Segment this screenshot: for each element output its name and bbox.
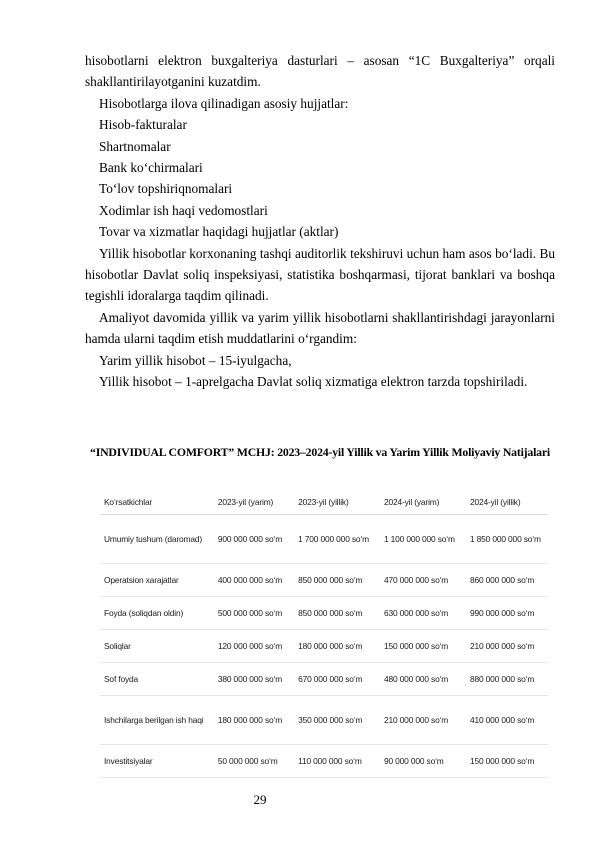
table-cell: 630 000 000 so‘m bbox=[380, 597, 466, 630]
table-row bbox=[100, 597, 548, 630]
row-label: Investitsiyalar bbox=[100, 745, 214, 778]
row-label: Foyda (soliqdan oldin) bbox=[100, 597, 214, 630]
paragraph-documents-heading: Hisobotlarga ilova qilinadigan asosiy hujjatlar: bbox=[99, 95, 349, 111]
table-cell: 150 000 000 so‘m bbox=[466, 745, 548, 778]
table-cell: 500 000 000 so‘m bbox=[214, 597, 294, 630]
table-row bbox=[100, 745, 548, 778]
list-item: Tovar va xizmatlar haqidagi hujjatlar (aktlar) bbox=[99, 224, 339, 240]
financial-results-table bbox=[100, 490, 548, 778]
table-cell: 120 000 000 so‘m bbox=[214, 630, 294, 663]
table-row bbox=[100, 696, 548, 745]
table-cell: 900 000 000 so‘m bbox=[214, 515, 294, 564]
paragraph-half-year-deadline: Yarim yillik hisobot – 15-iyulgacha, bbox=[99, 352, 292, 368]
table-cell: 860 000 000 so‘m bbox=[466, 564, 548, 597]
table-cell: 480 000 000 so‘m bbox=[380, 663, 466, 696]
table-cell: 400 000 000 so‘m bbox=[214, 564, 294, 597]
table-cell: 670 000 000 so‘m bbox=[294, 663, 380, 696]
header-2023-half: 2023-yil (yarim) bbox=[214, 490, 294, 515]
table-cell: 1 700 000 000 so‘m bbox=[294, 515, 380, 564]
table-cell: 850 000 000 so‘m bbox=[294, 597, 380, 630]
list-item: Hisob-fakturalar bbox=[99, 117, 187, 133]
header-indicators: Ko‘rsatkichlar bbox=[100, 490, 214, 515]
list-item: Bank ko‘chirmalari bbox=[99, 160, 203, 176]
table-row bbox=[100, 663, 548, 696]
table-header-row bbox=[100, 490, 548, 515]
table-cell: 210 000 000 so‘m bbox=[380, 696, 466, 745]
row-label: Ishchilarga berilgan ish haqi bbox=[100, 696, 214, 745]
table-cell: 990 000 000 so‘m bbox=[466, 597, 548, 630]
table-cell: 850 000 000 so‘m bbox=[294, 564, 380, 597]
table-cell: 880 000 000 so‘m bbox=[466, 663, 548, 696]
table-cell: 90 000 000 so‘m bbox=[380, 745, 466, 778]
table-row bbox=[100, 630, 548, 663]
list-item: To‘lov topshiriqnomalari bbox=[99, 181, 233, 197]
page-number: 29 bbox=[253, 792, 267, 807]
list-item: Xodimlar ish haqi vedomostlari bbox=[99, 202, 268, 218]
table-cell: 410 000 000 so‘m bbox=[466, 696, 548, 745]
table-cell: 150 000 000 so‘m bbox=[380, 630, 466, 663]
financial-table-container bbox=[100, 490, 548, 778]
table-row bbox=[100, 564, 548, 597]
paragraph-practice: Amaliyot davomida yillik va yarim yillik hisobotlarni shakllantirishdagi jarayonlarni hamda ularni taqdim etish muddatlarini o‘rgandim: bbox=[85, 309, 555, 347]
table-cell: 1 850 000 000 so‘m bbox=[466, 515, 548, 564]
row-label: Operatsion xarajatlar bbox=[100, 564, 214, 597]
table-row bbox=[100, 515, 548, 564]
header-2023-year: 2023-yil (yillik) bbox=[294, 490, 380, 515]
row-label: Sof foyda bbox=[100, 663, 214, 696]
row-label: Umumiy tushum (daromad) bbox=[100, 515, 214, 564]
table-cell: 470 000 000 so‘m bbox=[380, 564, 466, 597]
list-item: Shartnomalar bbox=[99, 138, 171, 154]
paragraph-annual-reports: Yillik hisobotlar korxonaning tashqi auditorlik tekshiruvi uchun ham asos bo‘ladi. Bu hisobotlar Davlat soliq inspeksiyasi, statistika boshqarmasi, tijorat banklari va boshqa tegishli idoralarga taqdim qilinadi. bbox=[85, 245, 555, 304]
table-cell: 180 000 000 so‘m bbox=[294, 630, 380, 663]
table-cell: 210 000 000 so‘m bbox=[466, 630, 548, 663]
table-cell: 50 000 000 so‘m bbox=[214, 745, 294, 778]
header-2024-half: 2024-yil (yarim) bbox=[380, 490, 466, 515]
table-cell: 110 000 000 so‘m bbox=[294, 745, 380, 778]
header-2024-year: 2024-yil (yillik) bbox=[466, 490, 548, 515]
table-cell: 380 000 000 so‘m bbox=[214, 663, 294, 696]
table-cell: 180 000 000 so‘m bbox=[214, 696, 294, 745]
paragraph-yearly-deadline: Yillik hisobot – 1-aprelgacha Davlat soliq xizmatiga elektron tarzda topshiriladi. bbox=[99, 374, 528, 390]
row-label: Soliqlar bbox=[100, 630, 214, 663]
table-cell: 350 000 000 so‘m bbox=[294, 696, 380, 745]
table-caption: “INDIVIDUAL COMFORT” MCHJ: 2023–2024-yil Yillik va Yarim Yillik Moliyaviy Natijalari bbox=[90, 445, 550, 459]
paragraph-intro-continuation: hisobotlarni elektron buxgalteriya dasturlari – asosan “1C Buxgalteriya” orqali shakllantirilayotganini kuzatdim. bbox=[85, 53, 555, 90]
table-cell: 1 100 000 000 so‘m bbox=[380, 515, 466, 564]
body-text bbox=[85, 50, 555, 393]
